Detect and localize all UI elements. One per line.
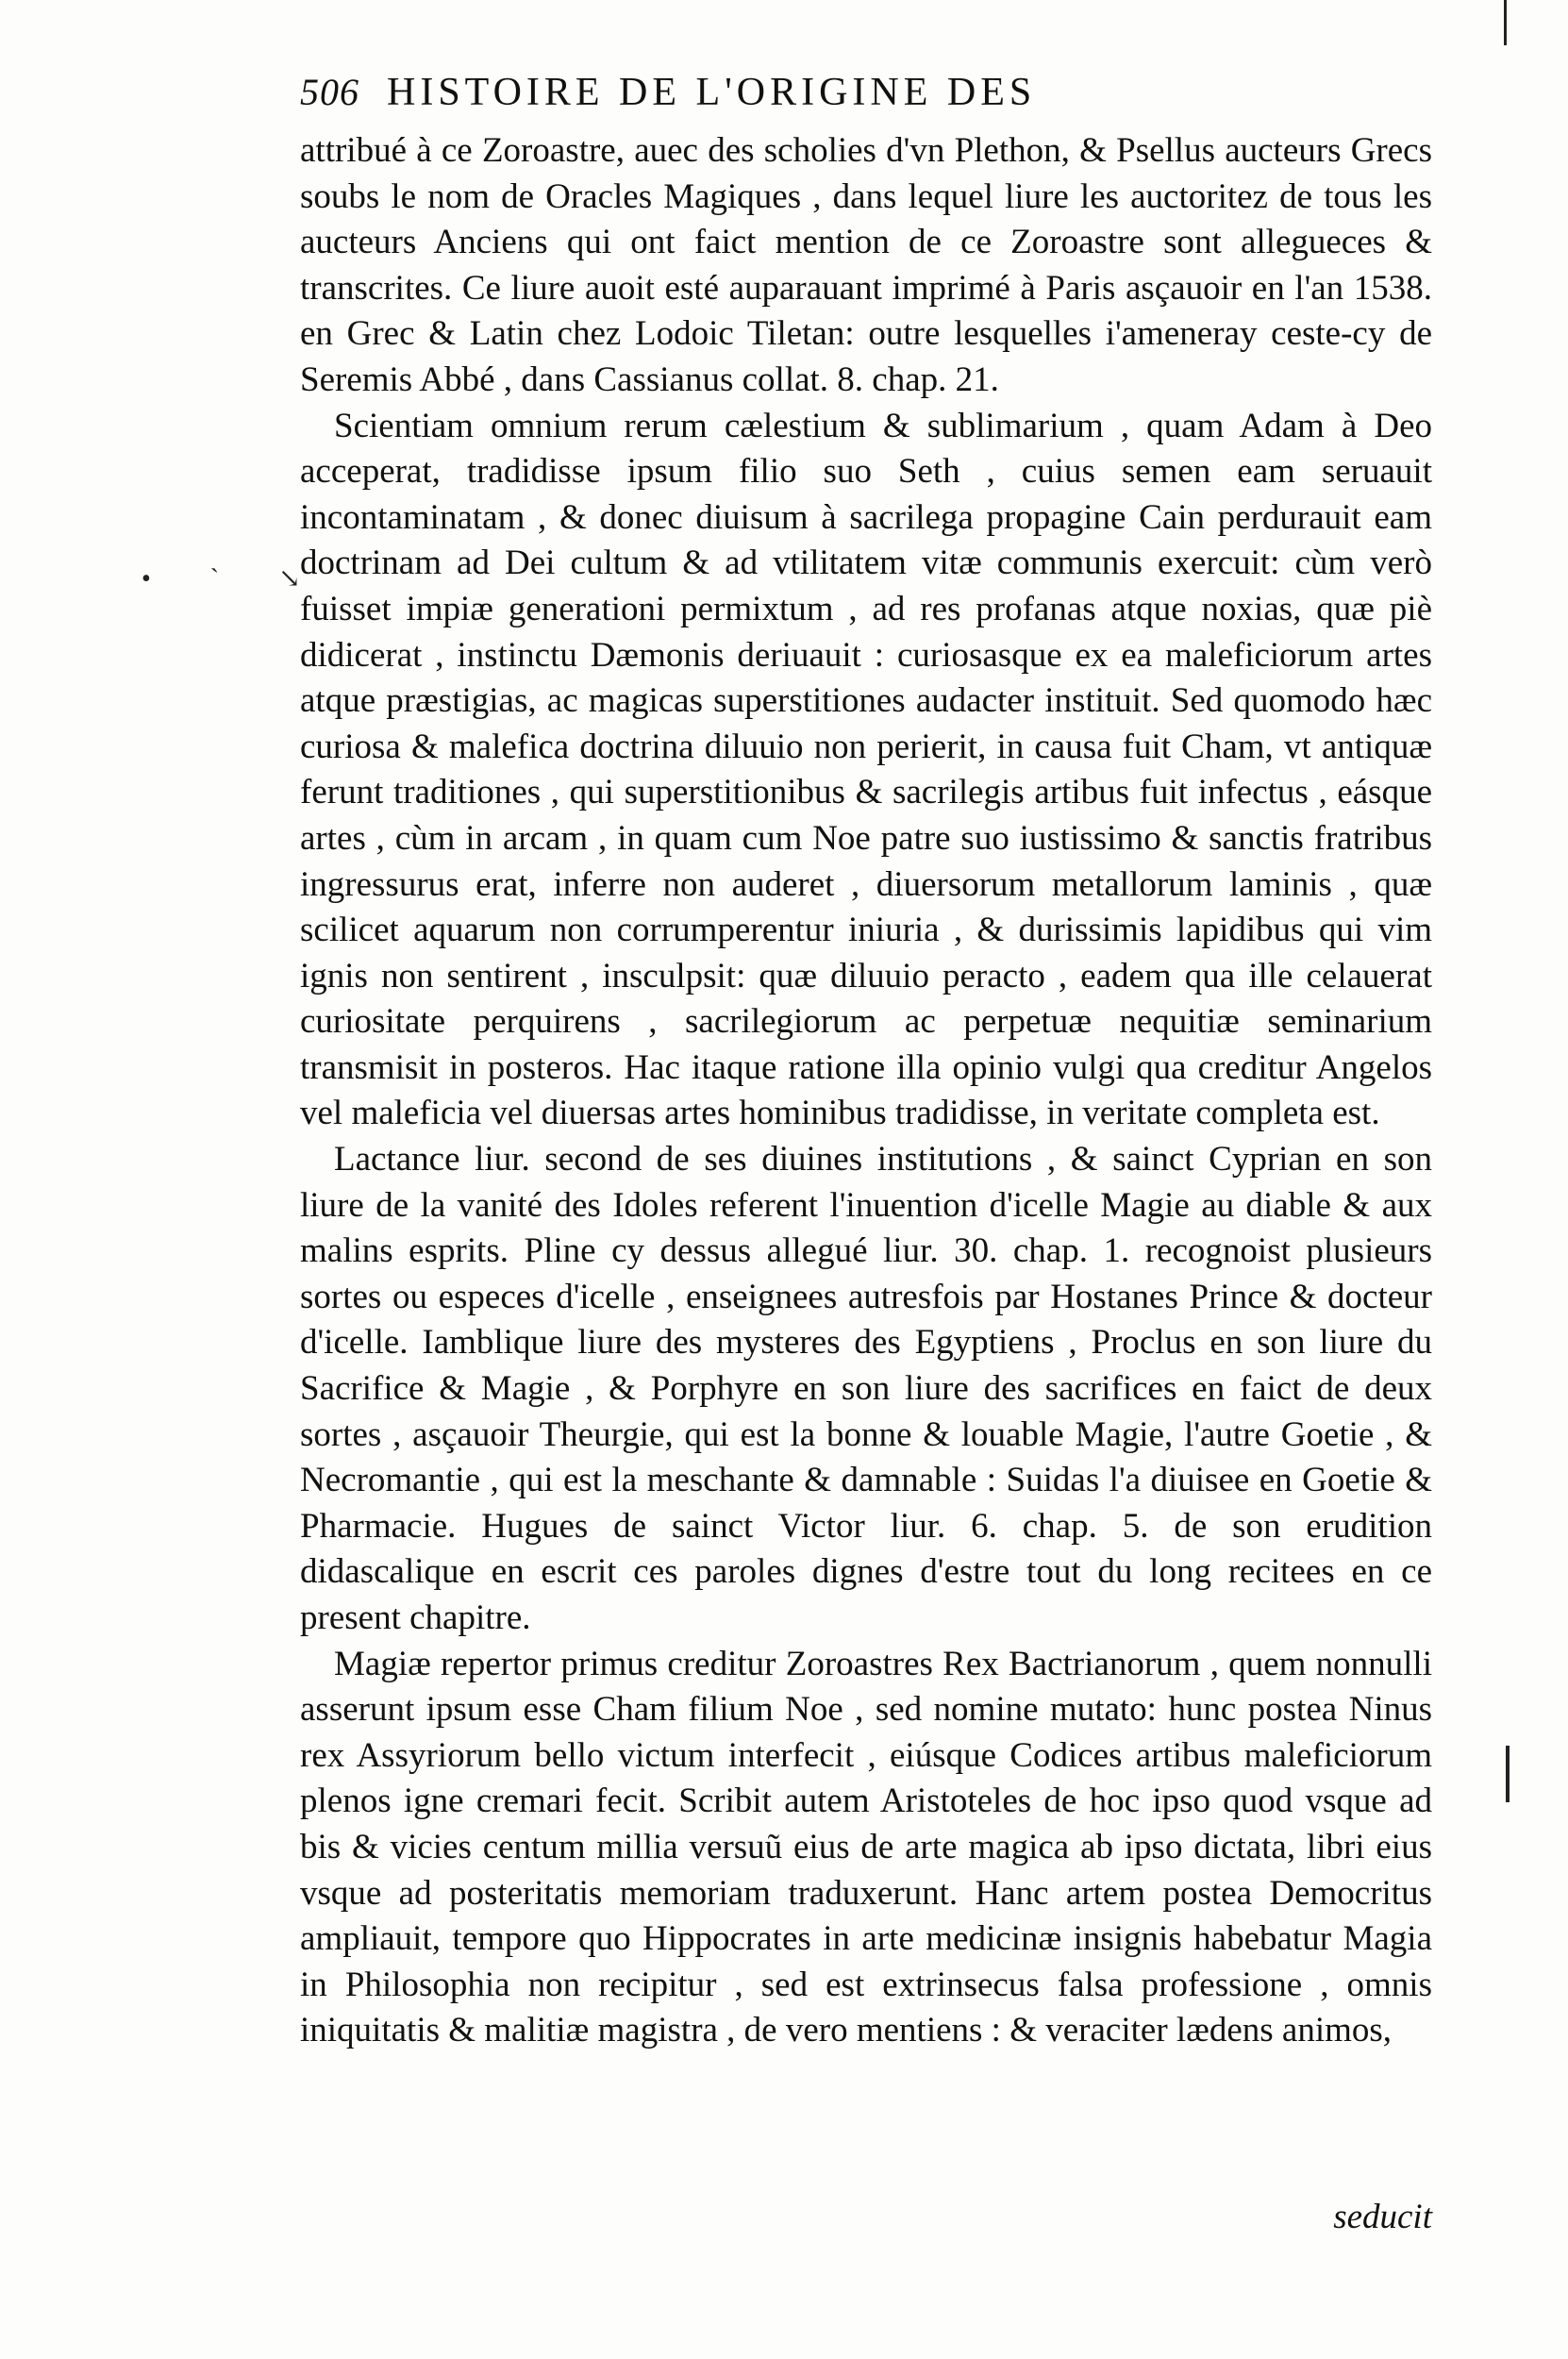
body-text <box>300 128 1432 2054</box>
running-title: HISTOIRE DE L'ORIGINE DES <box>387 71 1037 114</box>
margin-rule <box>1506 1746 1510 1802</box>
page-number: 506 <box>300 71 359 113</box>
paragraph: Scientiam omnium rerum cælestium & sublimarium , quam Adam à Deo acceperat, tradidisse ipsum filio suo Seth , cuius semen eam seruauit incontaminatam , & donec diuisum à sacrilega propagine Cain perdurauit eam doctrinam ad Dei cultum & ad vtilitatem vitæ communis exercuit: cùm verò fuisset impiæ generationi permixtum , ad res profanas atque noxias, quæ piè didicerat , instinctu Dæmonis deriuauit : curiosasque ex ea maleficiorum artes atque præstigias, ac magicas superstitiones audacter instituit. Sed quomodo hæc curiosa & malefica doctrina diluuio non perierit, in causa fuit Cham, vt antiquæ ferunt traditiones , qui superstitionibus & sacrilegis artibus fuit infectus , eásque artes , cùm in arcam , in quam cum Noe patre suo iustissimo & sanctis fratribus ingressurus erat, inferre non auderet , diuersorum metallorum laminis , quæ scilicet aquarum non corrumperentur iniuria , & durissimis lapidibus qui vim ignis non sentirent , insculpsit: quæ diluuio peracto , eadem qua ille celauerat curiositate perquirens , sacrilegiorum ac perpetuæ nequitiæ seminarium transmisit in posteros. Hac itaque ratione illa opinio vulgi qua creditur Angelos vel maleficia vel diuersas artes hominibus tradidisse, in veritate completa est. <box>300 406 1432 1133</box>
page-header <box>300 70 1243 136</box>
paragraph: attribué à ce Zoroastre, auec des scholies d'vn Plethon, & Psellus aucteurs Grecs soubs le nom de Oracles Magiques , dans lequel liure les auctoritez de tous les aucteurs Anciens qui ont faict mention de ce Zoroastre sont allegueces & transcrites. Ce liure auoit esté auparauant imprimé à Paris asçauoir en l'an 1538. en Grec & Latin chez Lodoic Tiletan: outre lesquelles i'ameneray ceste-cy de Seremis Abbé , dans Cassianus collat. 8. chap. 21. <box>300 131 1432 399</box>
margin-rule <box>1504 0 1507 45</box>
paragraph: Magiæ repertor primus creditur Zoroastres Rex Bactrianorum , quem nonnulli asserunt ipsum esse Cham filium Noe , sed nomine mutato: hunc postea Ninus rex Assyriorum bello victum interfecit , eiúsque Codices artibus maleficiorum plenos igne cremari fecit. Scribit autem Aristoteles de hoc ipso quod vsque ad bis & vicies centum millia versuũ eius de arte magica ab ipso dictata, libri eius vsque ad posteritatis memoriam traduxerunt. Hanc artem postea Democritus ampliauit, tempore quo Hippocrates in arte medicinæ insignis habebatur Magia in Philosophia non recipitur , sed est extrinsecus falsa professione , omnis iniquitatis & malitiæ magistra , de vero mentiens : & veraciter lædens animos, <box>300 1644 1432 2050</box>
stray-ink-marks: • ˋ ↘ <box>142 564 327 594</box>
paragraph: Lactance liur. second de ses diuines institutions , & sainct Cyprian en son liure de la vanité des Idoles referent l'inuention d'icelle Magie au diable & aux malins esprits. Pline cy dessus allegué liur. 30. chap. 1. recognoist plusieurs sortes ou especes d'icelle , enseignees autresfois par Hostanes Prince & docteur d'icelle. Iamblique liure des mysteres des Egyptiens , Proclus en son liure du Sacrifice & Magie , & Porphyre en son liure des sacrifices en faict de deux sortes , asçauoir Theurgie, qui est la bonne & louable Magie, l'autre Goetie , & Necromantie , qui est la meschante & damnable : Suidas l'a diuisee en Goetie & Pharmacie. Hugues de sainct Victor liur. 6. chap. 5. de son erudition didascalique en escrit ces paroles dignes d'estre tout du long recitees en ce present chapitre. <box>300 1140 1432 1637</box>
catchword: seducit <box>1333 2198 1432 2236</box>
